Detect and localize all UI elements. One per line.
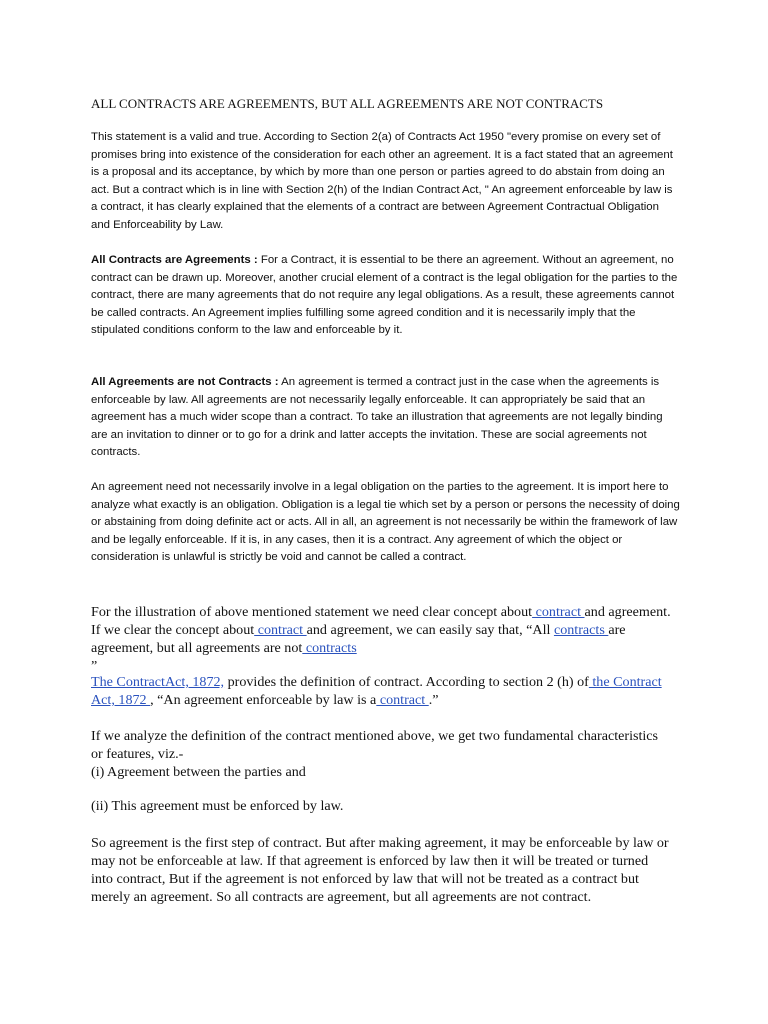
contracts-link[interactable]: contracts bbox=[553, 622, 609, 638]
contracts-link[interactable]: contracts bbox=[302, 640, 357, 656]
paragraph-body: An agreement is termed a contract just in the case when the agreements is enforceable by law. All agreements are not necessarily legally enforceable. It can appropriately be said that an agreement has a much wider scope than a contract. To take an illustration that agreements are not legally binding are an invitation to dinner or to go for a drink and latter accepts the invitation. These are social agreements not contracts. bbox=[91, 376, 663, 459]
paragraph-definition bbox=[91, 673, 671, 709]
paragraph-all-agreements-not-contracts bbox=[91, 374, 681, 462]
paragraph-heading: All Contracts are Agreements : bbox=[91, 254, 258, 266]
text-segment: provides the definition of contract. According to section 2 (h) of bbox=[224, 674, 589, 690]
text-segment: , “An agreement enforceable by law is a bbox=[150, 692, 377, 708]
paragraph-intro: This statement is a valid and true. According to Section 2(a) of Contracts Act 1950 "every promise on every set of promises bring into existence of the consideration for each other an agreement. It is a fact stated that an agreement is a proposal and its acceptance, by which by more than one person or parties agreed to do abstain from doing an act. But a contract which is in line with Section 2(h) of the Indian Contract Act, " An agreement enforceable by law is a contract, it has clearly explained that the elements of a contract are between Agreement Contractual Obligation and Enforceability by Law. bbox=[91, 131, 673, 231]
contract-link[interactable]: contract bbox=[532, 604, 585, 620]
text-segment: .” bbox=[428, 692, 439, 708]
list-item-agreement: (i) Agreement between the parties and bbox=[91, 764, 306, 780]
paragraph-illustration bbox=[91, 603, 671, 675]
paragraph-obligation: An agreement need not necessarily involve in a legal obligation on the parties to the agreement. It is import here to analyze what exactly is an obligation. Obligation is a legal tie which set by a person or persons the necessity of doing or abstaining from doing definite act or acts. All in all, an agreement is not necessarily be within the framework of law and be legally enforceable. If it is, in any cases, then it is a contract. Any agreement of which the object or consideration is unlawful is strictly be void and cannot be called a contract. bbox=[91, 481, 680, 564]
list-item-enforced: (ii) This agreement must be enforced by law. bbox=[91, 798, 344, 814]
text-segment: and agreement. If we clear the concept about bbox=[91, 604, 671, 638]
paragraph-body: For a Contract, it is essential to be there an agreement. Without an agreement, no contract can be drawn up. Moreover, another crucial element of a contract is the legal obligation for the parties to the contract, there are many agreements that do not require any legal obligations. As a result, these agreements cannot be called contracts. An Agreement implies fulfilling some agreed condition and it is necessarily imply that the stipulated conditions conform to the law and enforceable by it. bbox=[91, 254, 678, 337]
closing-quote: ” bbox=[91, 658, 98, 674]
paragraph-all-contracts-are-agreements bbox=[91, 252, 681, 340]
contract-act-link[interactable]: the Contract Act, 1872 bbox=[91, 674, 662, 708]
text-segment: For the illustration of above mentioned statement we need clear concept about bbox=[91, 604, 533, 620]
contract-act-link[interactable]: The ContractAct, 1872, bbox=[91, 674, 225, 690]
document-title: ALL CONTRACTS ARE AGREEMENTS, BUT ALL AGREEMENTS ARE NOT CONTRACTS bbox=[91, 96, 604, 111]
text-segment: are agreement, but all agreements are not bbox=[91, 622, 626, 656]
paragraph-heading: All Agreements are not Contracts : bbox=[91, 376, 279, 388]
paragraph-analysis: If we analyze the definition of the contract mentioned above, we get two fundamental characteristics or features, viz.- bbox=[91, 728, 659, 762]
contract-link[interactable]: contract bbox=[376, 692, 429, 708]
contract-link[interactable]: contract bbox=[254, 622, 307, 638]
paragraph-conclusion: So agreement is the first step of contract. But after making agreement, it may be enforceable by law or may not be enforceable at law. If that agreement is enforced by law then it will be treated or turned into contract, But if the agreement is not enforced by law that will not be treated as a contract but merely an agreement. So all contracts are agreement, but all agreements are not contract. bbox=[91, 835, 669, 905]
text-segment: and agreement, we can easily say that, “All bbox=[306, 622, 554, 638]
